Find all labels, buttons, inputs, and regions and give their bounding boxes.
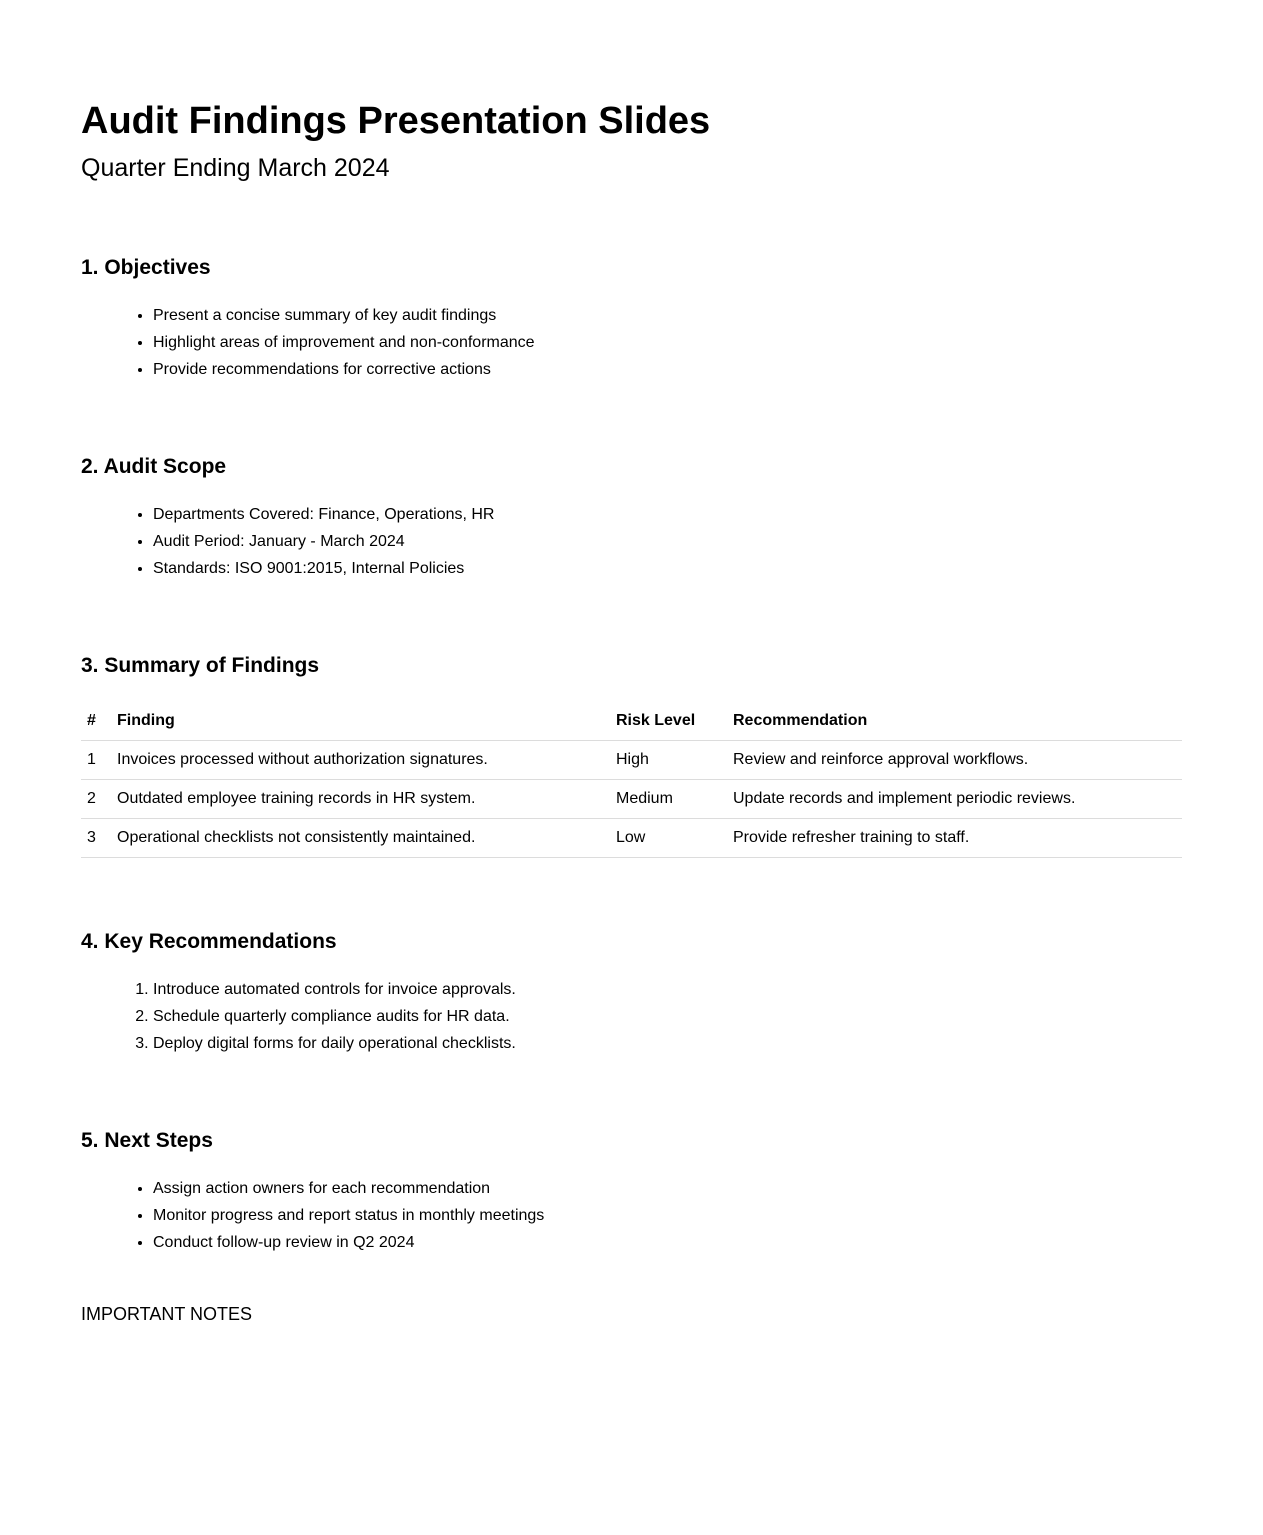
table-header-row (81, 703, 1182, 741)
page-title: Audit Findings Presentation Slides (81, 100, 711, 142)
row-finding: Operational checklists not consistently maintained. (111, 819, 610, 858)
scope-heading: 2. Audit Scope (81, 455, 227, 478)
list-item: • Assign action owners for each recommendation (153, 1175, 1182, 1202)
row-number: 3 (81, 819, 111, 858)
next-steps-heading: 5. Next Steps (81, 1129, 213, 1152)
column-header-number: # (81, 703, 111, 741)
list-item: • Present a concise summary of key audit findings (153, 302, 1182, 329)
scope-list (81, 501, 1182, 582)
row-recommendation: Update records and implement periodic reviews. (727, 780, 1182, 819)
list-item: 1. Introduce automated controls for invoice approvals. (153, 976, 1182, 1003)
row-number: 2 (81, 780, 111, 819)
row-finding: Outdated employee training records in HR system. (111, 780, 610, 819)
findings-heading: 3. Summary of Findings (81, 654, 320, 677)
recommendations-list (81, 976, 1182, 1057)
findings-table (81, 703, 1182, 858)
next-steps-section (81, 1127, 1182, 1256)
table-row (81, 780, 1182, 819)
column-header-finding: Finding (111, 703, 610, 741)
recommendations-section (81, 928, 1182, 1057)
list-item: • Monitor progress and report status in monthly meetings (153, 1202, 1182, 1229)
objectives-list (81, 302, 1182, 383)
important-notes-label: IMPORTANT NOTES (81, 1304, 253, 1324)
column-header-recommendation: Recommendation (727, 703, 1182, 741)
list-item: 3. Deploy digital forms for daily operational checklists. (153, 1030, 1182, 1057)
next-steps-list (81, 1175, 1182, 1256)
row-finding: Invoices processed without authorization signatures. (111, 741, 610, 780)
table-row (81, 819, 1182, 858)
list-item: • Standards: ISO 9001:2015, Internal Policies (153, 555, 1182, 582)
scope-section (81, 453, 1182, 582)
list-item: • Highlight areas of improvement and non-conformance (153, 329, 1182, 356)
objectives-section (81, 254, 1182, 383)
row-recommendation: Review and reinforce approval workflows. (727, 741, 1182, 780)
list-item: • Conduct follow-up review in Q2 2024 (153, 1229, 1182, 1256)
row-risk-level: High (610, 741, 727, 780)
row-risk-level: Medium (610, 780, 727, 819)
list-item: • Departments Covered: Finance, Operations, HR (153, 501, 1182, 528)
column-header-risk-level: Risk Level (610, 703, 727, 741)
row-recommendation: Provide refresher training to staff. (727, 819, 1182, 858)
page-subtitle: Quarter Ending March 2024 (81, 154, 390, 182)
table-row (81, 741, 1182, 780)
recommendations-heading: 4. Key Recommendations (81, 930, 337, 953)
list-item: 2. Schedule quarterly compliance audits for HR data. (153, 1003, 1182, 1030)
list-item: • Provide recommendations for corrective actions (153, 356, 1182, 383)
list-item: • Audit Period: January - March 2024 (153, 528, 1182, 555)
row-risk-level: Low (610, 819, 727, 858)
objectives-heading: 1. Objectives (81, 256, 211, 279)
findings-section (81, 652, 1182, 858)
row-number: 1 (81, 741, 111, 780)
